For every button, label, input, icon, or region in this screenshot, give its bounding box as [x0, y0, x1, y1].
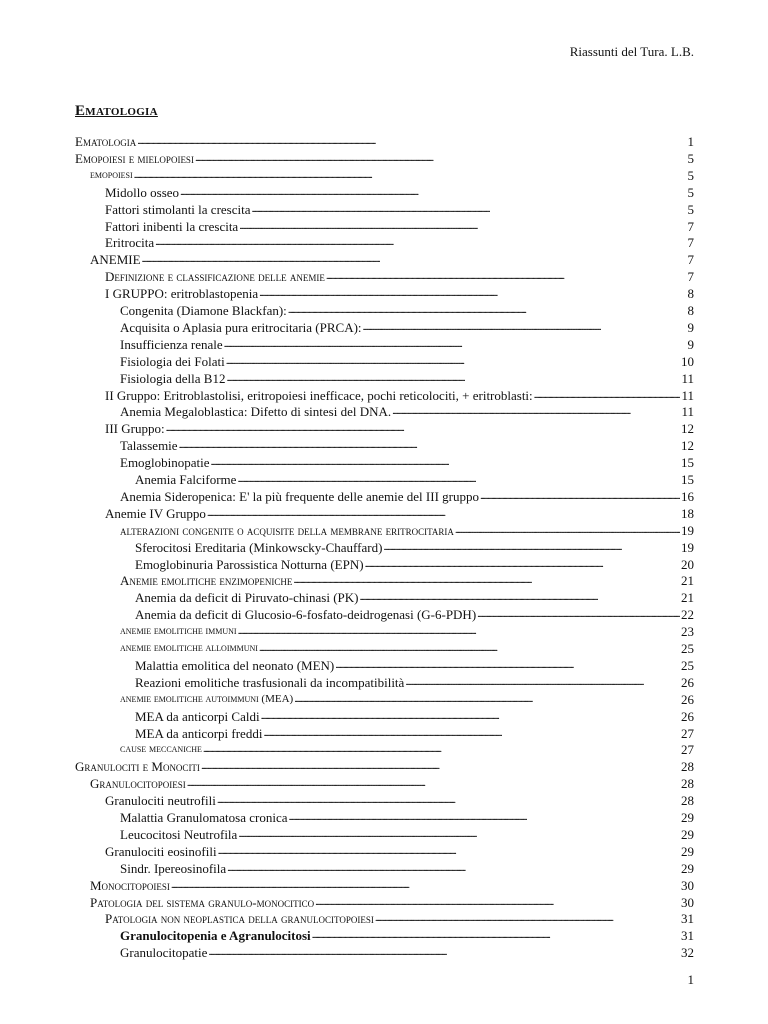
- toc-entry-page: 23: [681, 624, 694, 640]
- toc-leader-dots: [166, 419, 680, 436]
- toc-entry-label: Sindr. Ipereosinofila: [120, 860, 227, 876]
- toc-leader-dots: [211, 453, 680, 470]
- toc-entry-page: 27: [681, 725, 694, 741]
- toc-entry[interactable]: [0, 673, 694, 690]
- toc-entry-label: Emoglobinopatie: [120, 455, 210, 471]
- toc-entry-page: 7: [687, 235, 694, 251]
- toc-leader-dots: [137, 132, 683, 149]
- toc-entry[interactable]: [0, 217, 694, 234]
- toc-entry[interactable]: [0, 740, 694, 757]
- toc-entry[interactable]: [0, 318, 694, 335]
- toc-entry-page: 30: [681, 877, 694, 893]
- toc-leader-dots: [534, 386, 681, 403]
- toc-entry-page: 29: [681, 843, 694, 859]
- toc-leader-dots: [180, 183, 683, 200]
- toc-entry-page: 11: [681, 370, 694, 386]
- toc-entry-page: 5: [687, 150, 694, 166]
- toc-entry-page: 5: [687, 167, 694, 183]
- toc-leader-dots: [405, 673, 680, 690]
- toc-entry-page: 5: [687, 184, 694, 200]
- toc-entry-label: Acquisita o Aplasia pura eritrocitaria (PRCA):: [120, 319, 362, 335]
- toc-entry-label: Anemia Falciforme: [135, 472, 237, 487]
- toc-entry-label: Granulociti neutrofili: [105, 793, 216, 809]
- toc-entry[interactable]: [0, 335, 694, 352]
- toc-entry-page: 7: [687, 252, 694, 268]
- toc-entry-label: Emoglobinuria Parossistica Notturna (EPN): [135, 556, 364, 572]
- toc-entry[interactable]: [0, 943, 694, 960]
- toc-entry-label: III Gruppo:: [105, 421, 165, 437]
- toc-leader-dots: [477, 605, 680, 622]
- toc-entry[interactable]: [0, 200, 694, 217]
- toc-leader-dots: [238, 825, 680, 842]
- toc-entry-page: 30: [681, 894, 694, 910]
- toc-entry-page: 28: [681, 776, 694, 792]
- toc-entry[interactable]: [0, 893, 694, 910]
- toc-leader-dots: [312, 926, 680, 943]
- toc-entry-page: 5: [687, 201, 694, 217]
- toc-entry-page: 9: [687, 319, 694, 335]
- toc-entry[interactable]: [0, 690, 694, 707]
- toc-leader-dots: [383, 538, 680, 555]
- toc-entry-page: 18: [681, 505, 694, 521]
- toc-entry-label: anemie emolitiche autoimmuni (MEA): [120, 692, 294, 705]
- toc-entry[interactable]: [0, 538, 694, 555]
- toc-leader-dots: [239, 217, 683, 234]
- toc-entry-label: MEA da anticorpi freddi: [135, 725, 263, 741]
- toc-entry-page: 19: [681, 539, 694, 555]
- toc-entry-label: II Gruppo: Eritroblastolisi, eritropoiesi inefficace, pochi reticolociti, + eritroblasti:: [105, 387, 533, 403]
- toc-entry[interactable]: [0, 859, 694, 876]
- toc-entry[interactable]: [0, 724, 694, 741]
- toc-entry-page: 7: [687, 218, 694, 234]
- toc-entry-label: Fattori stimolanti la crescita: [105, 201, 251, 217]
- toc-leader-dots: [392, 402, 680, 419]
- toc-leader-dots: [259, 284, 683, 301]
- toc-entry[interactable]: [0, 487, 694, 504]
- toc-entry-page: 21: [681, 573, 694, 589]
- toc-entry[interactable]: [0, 656, 694, 673]
- toc-entry-label: Insufficienza renale: [120, 336, 223, 352]
- toc-entry-page: 31: [681, 928, 694, 944]
- toc-entry-page: 25: [681, 641, 694, 656]
- toc-entry-label: Congenita (Diamone Blackfan):: [120, 303, 287, 318]
- toc-entry-page: 12: [681, 421, 694, 437]
- toc-leader-dots: [365, 555, 680, 572]
- toc-entry[interactable]: [0, 386, 694, 403]
- toc-entry[interactable]: [0, 707, 694, 724]
- toc-entry-label: Ematologia: [75, 134, 137, 149]
- toc-entry[interactable]: [0, 504, 694, 521]
- toc-entry[interactable]: [0, 352, 694, 369]
- toc-entry-label: Talassemie: [120, 438, 178, 454]
- toc-entry-label: MEA da anticorpi Caldi: [135, 708, 260, 724]
- toc-entry-label: Granulocitopenia e Agranulocitosi: [120, 928, 311, 944]
- toc-entry[interactable]: [0, 521, 694, 538]
- toc-entry-label: Reazioni emolitiche trasfusionali da incompatibilità: [135, 674, 405, 690]
- toc-entry-label: Patologia non neoplastica della granulocitopoiesi: [105, 911, 374, 927]
- toc-entry[interactable]: [0, 808, 694, 825]
- toc-entry[interactable]: [0, 774, 694, 791]
- toc-entry-page: 11: [681, 387, 694, 403]
- toc-entry[interactable]: [0, 402, 694, 419]
- toc-entry[interactable]: [0, 470, 694, 487]
- toc-leader-dots: [335, 656, 680, 673]
- toc-entry-page: 26: [681, 691, 694, 707]
- toc-entry-page: 15: [681, 472, 694, 487]
- toc-entry-label: Malattia Granulomatosa cronica: [120, 810, 288, 825]
- toc-entry-page: 29: [681, 826, 694, 842]
- toc-entry[interactable]: [0, 149, 694, 166]
- toc-leader-dots: [227, 859, 680, 876]
- toc-entry[interactable]: [0, 757, 694, 774]
- toc-leader-dots: [187, 774, 680, 791]
- toc-leader-dots: [142, 250, 683, 267]
- toc-entry-label: anemie emolitiche immuni: [120, 625, 237, 638]
- toc-entry[interactable]: [0, 284, 694, 301]
- toc-leader-dots: [155, 233, 683, 250]
- toc-entry[interactable]: [0, 436, 694, 453]
- toc-entry-label: Sferocitosi Ereditaria (Minkowscky-Chauffard): [135, 539, 383, 555]
- toc-leader-dots: [261, 707, 680, 724]
- toc-entry-label: ANEMIE: [90, 252, 141, 268]
- toc-leader-dots: [226, 369, 680, 386]
- toc-entry[interactable]: [0, 791, 694, 808]
- toc-entry[interactable]: [0, 453, 694, 470]
- toc-entry-page: 25: [681, 657, 694, 673]
- toc-entry-label: Monocitopoiesi: [90, 877, 170, 893]
- toc-entry-label: Fattori inibenti la crescita: [105, 218, 239, 234]
- toc-entry-page: 11: [681, 404, 694, 420]
- toc-entry[interactable]: [0, 639, 694, 656]
- toc-entry[interactable]: [0, 605, 694, 622]
- toc-entry[interactable]: [0, 267, 694, 284]
- toc-entry-label: Malattia emolitica del neonato (MEN): [135, 657, 335, 673]
- toc-entry-label: Patologia del sistema granulo-monocitico: [90, 894, 315, 910]
- toc-entry-page: 16: [681, 488, 694, 504]
- toc-entry-label: Anemia Sideropenica: E' la più frequente delle anemie del III gruppo: [120, 488, 479, 504]
- toc-entry-page: 20: [681, 556, 694, 572]
- toc-entry-page: 27: [681, 742, 694, 758]
- toc-leader-dots: [226, 352, 680, 369]
- toc-leader-dots: [217, 791, 680, 808]
- toc-entry-page: 9: [687, 336, 694, 352]
- toc-entry[interactable]: [0, 132, 694, 149]
- toc-entry-label: Anemie IV Gruppo: [105, 505, 206, 521]
- toc-entry-page: 7: [687, 269, 694, 285]
- toc-entry-label: alterazioni congenite o acquisite della membrane eritrocitaria: [120, 522, 454, 538]
- toc-entry[interactable]: [0, 369, 694, 386]
- toc-entry-page: 26: [681, 674, 694, 690]
- toc-leader-dots: [326, 267, 683, 284]
- toc-entry-label: Anemie emolitiche enzimopeniche: [120, 573, 293, 589]
- toc-entry-label: Definizione e classificazione delle anemie: [105, 269, 325, 285]
- toc-entry-page: 10: [681, 353, 694, 369]
- toc-entry[interactable]: [0, 166, 694, 183]
- toc-leader-dots: [288, 301, 683, 318]
- toc-entry-page: 15: [681, 455, 694, 471]
- toc-leader-dots: [359, 588, 680, 605]
- toc-entry-label: Granulocitopoiesi: [90, 776, 186, 792]
- toc-leader-dots: [294, 690, 680, 707]
- toc-leader-dots: [208, 943, 680, 960]
- toc-leader-dots: [293, 571, 680, 588]
- toc-entry-page: 26: [681, 708, 694, 724]
- toc-leader-dots: [237, 470, 680, 487]
- toc-leader-dots: [252, 200, 684, 217]
- toc-entry-label: Granulociti e Monociti: [75, 759, 200, 775]
- toc-entry-page: 29: [681, 810, 694, 825]
- toc-entry-label: Granulociti eosinofili: [105, 843, 217, 859]
- toc-entry[interactable]: [0, 926, 694, 943]
- toc-entry[interactable]: [0, 842, 694, 859]
- toc-entry[interactable]: [0, 909, 694, 926]
- toc-entry[interactable]: [0, 588, 694, 605]
- toc-leader-dots: [224, 335, 683, 352]
- toc-leader-dots: [218, 842, 680, 859]
- toc-entry[interactable]: [0, 622, 694, 639]
- toc-leader-dots: [179, 436, 680, 453]
- toc-entry[interactable]: [0, 876, 694, 893]
- toc-leader-dots: [263, 724, 680, 741]
- toc-leader-dots: [207, 504, 680, 521]
- toc-entry[interactable]: [0, 183, 694, 200]
- toc-entry-page: 22: [681, 607, 694, 623]
- toc-entry-page: 19: [681, 522, 694, 538]
- toc-leader-dots: [289, 808, 681, 825]
- toc-entry[interactable]: [0, 301, 694, 318]
- toc-leader-dots: [203, 740, 680, 757]
- toc-entry-page: 28: [681, 793, 694, 809]
- toc-entry[interactable]: [0, 825, 694, 842]
- toc-leader-dots: [195, 149, 683, 166]
- toc-entry-page: 32: [681, 945, 694, 961]
- toc-leader-dots: [238, 622, 680, 639]
- toc-entry-label: Fisiologia dei Folati: [120, 353, 225, 369]
- toc-leader-dots: [363, 318, 683, 335]
- toc-leader-dots: [375, 909, 680, 926]
- toc-entry-label: Midollo osseo: [105, 184, 180, 200]
- toc-leader-dots: [134, 166, 683, 183]
- toc-entry[interactable]: [0, 419, 694, 436]
- page-number: 1: [687, 972, 694, 987]
- toc-entry-label: Anemia da deficit di Piruvato-chinasi (PK): [135, 590, 359, 606]
- toc-entry-label: I GRUPPO: eritroblastopenia: [105, 286, 259, 302]
- toc-entry[interactable]: [0, 233, 694, 250]
- toc-entry-label: Granulocitopatie: [120, 945, 208, 961]
- toc-entry-page: 31: [681, 911, 694, 927]
- toc-leader-dots: [315, 893, 680, 910]
- toc-entry-page: 1: [687, 134, 694, 149]
- toc-entry[interactable]: [0, 555, 694, 572]
- toc-leader-dots: [480, 487, 680, 504]
- toc-entry[interactable]: [0, 571, 694, 588]
- toc-entry-label: Fisiologia della B12: [120, 370, 226, 386]
- running-header: Riassunti del Tura. L.B.: [569, 44, 694, 59]
- toc-entry-page: 28: [681, 759, 694, 775]
- toc-leader-dots: [259, 639, 680, 656]
- toc-entry-label: Eritrocita: [105, 235, 155, 251]
- document-title: Ematologia: [75, 103, 158, 119]
- toc-entry-label: Leucocitosi Neutrofila: [120, 826, 238, 842]
- toc-entry[interactable]: [0, 250, 694, 267]
- toc-entry-page: 29: [681, 860, 694, 876]
- toc-entry-page: 8: [687, 286, 694, 302]
- toc-entry-label: Emopoiesi e mielopoiesi: [75, 150, 194, 166]
- toc-entry-page: 12: [681, 438, 694, 454]
- toc-entry-page: 8: [687, 303, 694, 318]
- toc-leader-dots: [201, 757, 680, 774]
- toc-entry-label: anemie emolitiche alloimmuni: [120, 642, 258, 654]
- toc-entry-label: Anemia Megaloblastica: Difetto di sintesi del DNA.: [120, 404, 392, 420]
- toc-leader-dots: [171, 876, 680, 893]
- toc-entry-label: Anemia da deficit di Glucosio-6-fosfato-deidrogenasi (G-6-PDH): [135, 607, 477, 623]
- toc-leader-dots: [455, 521, 680, 538]
- toc-entry-page: 21: [681, 590, 694, 606]
- toc-entry-label: cause meccaniche: [120, 743, 202, 756]
- toc-entry-label: emopoiesi: [90, 168, 133, 181]
